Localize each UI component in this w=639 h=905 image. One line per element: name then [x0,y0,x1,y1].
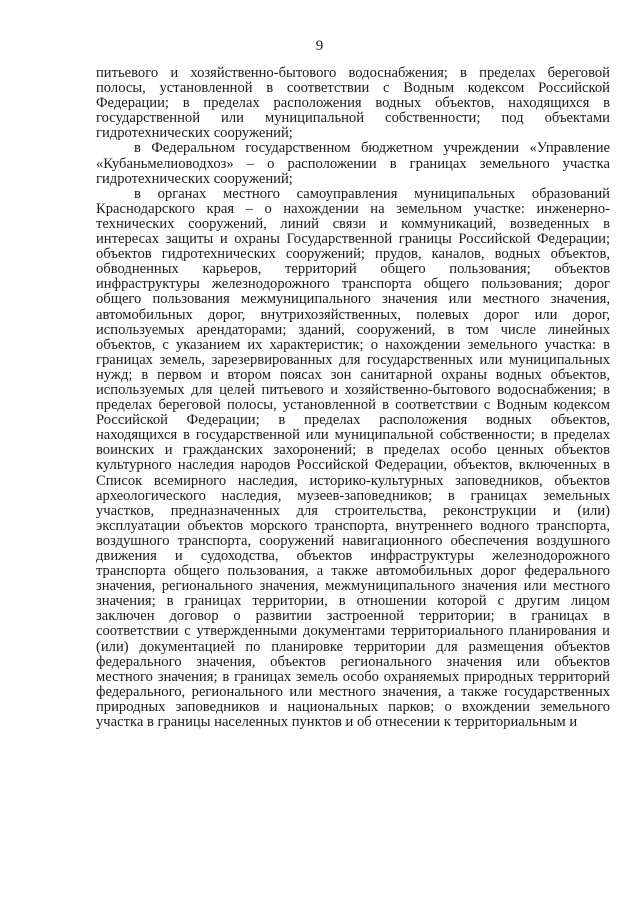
text-line: (или) документацией по планировке территории для размещения объектов [96,639,610,655]
text-line: объектов, с указанием их характеристик; о нахождении земельного участка: в [96,337,610,353]
text-line: инфраструктуры железнодорожного транспорта общего пользования; дорог [96,277,610,293]
text-line: объектов гидротехнических сооружений; прудов, каналов, водных объектов, [96,247,610,263]
text-line: интересах защиты и охраны Государственной границы Российской Федерации; [96,232,610,248]
text-line: обводненных карьеров, территорий общего пользования; объектов [96,262,610,278]
text-line: археологического наследия, музеев-заповедников; в границах земельных [96,488,610,504]
text-line: участка в границы населенных пунктов и об отнесении к территориальным и [96,715,578,731]
text-line: «Кубаньмелиоводхоз» – о расположении в границах земельного участка [96,156,610,172]
document-body [96,66,610,730]
text-line: питьевого и хозяйственно-бытового водоснабжения; в пределах береговой [96,66,610,81]
paragraph [96,187,610,730]
text-line: общего пользования межмуниципального значения или местного значения, [96,292,610,308]
text-line: пределах береговой полосы, установленной в соответствии с Водным кодексом [96,398,610,414]
paragraph [96,141,610,186]
text-line: нужд; в первом и втором поясах зон санитарной охраны водных объектов, [96,367,610,383]
text-line: полосы, установленной в соответствии с Водным кодексом Российской [96,81,610,97]
text-line: находящихся в государственной или муниципальной собственности; в пределах [96,428,610,444]
paragraph [96,66,610,141]
text-line: воздушного транспорта, сооружений навигационного обеспечения воздушного [96,533,610,549]
text-line: воинских и гражданских захоронений; в пределах особо ценных объектов [96,443,610,459]
text-line: движения и судоходства, объектов инфраструктуры железнодорожного [96,549,610,564]
text-line: соответствии с утвержденными документами территориального планирования и [96,624,610,640]
text-line: Федерации; в пределах расположения водных объектов, находящихся в [96,96,610,112]
text-line: гидротехнических сооружений; [96,126,293,142]
text-line: используемых для целей питьевого и хозяйственно-бытового водоснабжения; в [96,382,610,398]
text-line: государственной или муниципальной собственности; под объектами [96,111,610,127]
text-line: Список всемирного наследия, историко-культурных заповедников, объектов [96,473,610,489]
text-line: местного значения; в границах земель особо охраняемых природных территорий [96,669,610,685]
text-line: гидротехнических сооружений; [96,171,293,187]
text-line: эксплуатации объектов морского транспорта, внутреннего водного транспорта, [96,518,610,534]
text-line: транспорта общего пользования, а также автомобильных дорог федерального [96,564,610,580]
text-line: в органах местного самоуправления муниципальных образований [134,186,610,202]
text-line: природных заповедников и национальных парков; о вхождении земельного [96,699,610,715]
page-number: 9 [315,38,324,54]
text-line: культурного наследия народов Российской Федерации, объектов, включенных в [96,458,610,474]
text-line: федерального значения, объектов регионального значения или объектов [96,654,610,670]
text-line: автомобильных дорог, внутрихозяйственных, полевых дорог или дорог, [96,307,610,323]
text-line: заключен договор о развитии застроенной территории; в границах в [96,609,610,625]
text-line: значения; в границах территории, в отношении которой с другим лицом [96,594,610,610]
text-line: значения, регионального значения, межмуниципального значения или местного [96,579,610,595]
text-line: Российской Федерации; в пределах расположения водных объектов, [96,413,610,429]
text-line: технических сооружений, линий связи и коммуникаций, возведенных в [96,216,610,232]
text-line: федерального, регионального или местного значения, а также государственных [96,684,610,700]
text-line: границах земель, зарезервированных для государственных или муниципальных [96,352,610,368]
text-line: в Федеральном государственном бюджетном учреждении «Управление [134,141,610,157]
text-line: используемых арендаторами; зданий, сооружений, в том числе линейных [96,322,610,338]
text-line: участков, предназначенных для строительства, реконструкции и (или) [96,503,610,519]
text-line: Краснодарского края – о нахождении на земельном участке: инженерно- [96,201,610,217]
